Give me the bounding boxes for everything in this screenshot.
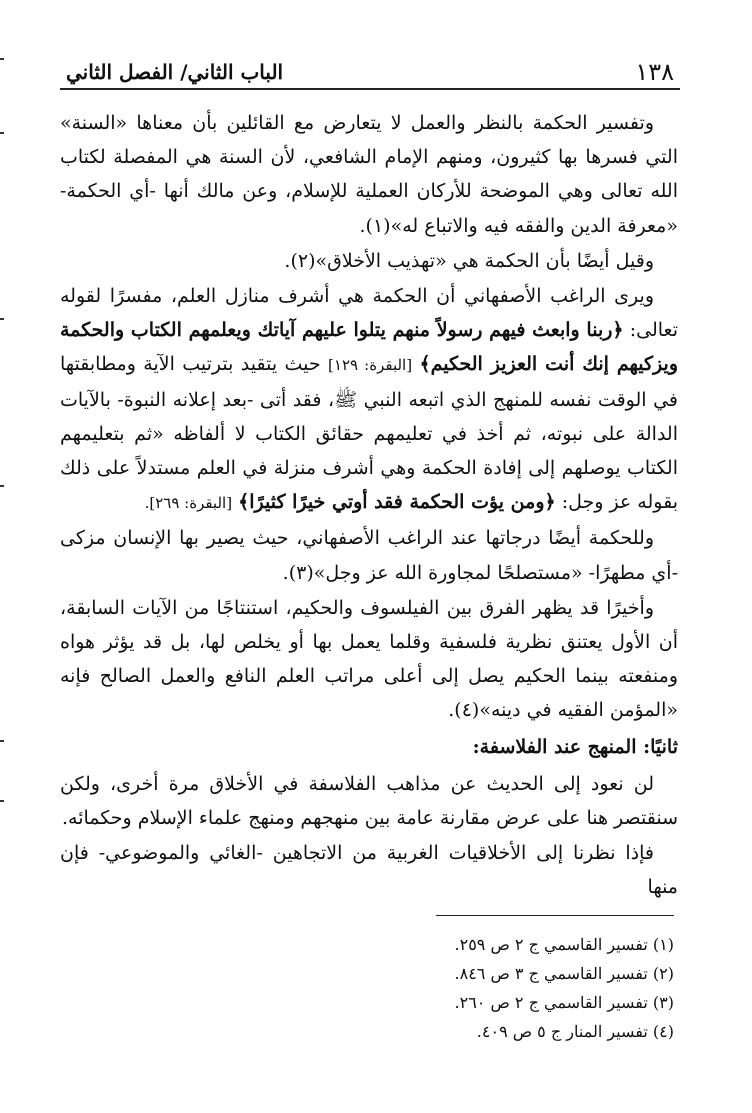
paragraph-4: وللحكمة أيضًا درجاتها عند الراغب الأصفهاني، حيث يصير بها الإنسان مزكى -أي مطهرًا- «مستصلحًا لمجاورة الله عز وجل»(٣). (60, 527, 678, 584)
footnote-3: (٣) تفسير القاسمي ج ٢ ص ٢٦٠. (454, 993, 674, 1012)
paragraph-3-rest: حيث يتقيد بترتيب الآية ومطابقتها في الوقت نفسه للمنهج الذي اتبعه النبي ﷺ، فقد أتى -بعد إعلانه النبوة- بالآيات الدالة على نبوته، ثم أخذ في تعليمهم حقائق الكتاب لا ألفاظه «ثم بتعليمهم الكتاب يوصلهم إلى إفادة الحكمة وهي أشرف منزلة في العلم مستدلاً على ذلك بقوله عز وجل: (60, 353, 678, 514)
scan-margin-mark (0, 740, 4, 742)
page-header (60, 56, 680, 90)
footnotes (274, 930, 674, 1046)
paragraph-3-intro: ويرى الراغب الأصفهاني أن الحكمة هي أشرف منازل العلم، مفسرًا لقوله تعالى: (60, 285, 678, 342)
scan-margin-mark (0, 318, 4, 320)
quran-reference-2: [البقرة: ٢٦٩]. (144, 494, 233, 513)
footnote-1: (١) تفسير القاسمي ج ٢ ص ٢٥٩. (454, 935, 674, 954)
footnote-rule (436, 915, 674, 916)
paragraph-7: فإذا نظرنا إلى الأخلاقيات الغربية من الاتجاهين -الغائي والموضوعي- فإن منها (60, 842, 678, 899)
paragraph-1: وتفسير الحكمة بالنظر والعمل لا يتعارض مع القائلين بأن معناها «السنة» التي فسرها بها كثيرون، ومنهم الإمام الشافعي، لأن السنة هي المفصلة لكتاب الله تعالى وهي الموضحة للأركان العملية للإسلام، وعن مالك أنها -أي الحكمة- «معرفة الدين والفقه فيه والاتباع له»(١). (60, 112, 678, 237)
scan-margin-mark (0, 58, 4, 60)
scan-margin-mark (0, 132, 4, 134)
quran-quote-1: ﴿ربنا وابعث فيهم رسولاً منهم يتلوا عليهم آياتك ويعلمهم الكتاب والحكمة ويزكيهم إنك أنت العزيز الحكيم﴾ (60, 319, 678, 376)
page-number: ١٣٨ (635, 58, 674, 86)
footnote-4: (٤) تفسير المنار ج ٥ ص ٤٠٩. (476, 1022, 674, 1041)
paragraph-3 (60, 279, 678, 520)
footnote-2: (٢) تفسير القاسمي ج ٣ ص ٨٤٦. (454, 964, 674, 983)
scan-margin-mark (0, 485, 4, 487)
quran-reference-1: [البقرة: ١٢٩] (328, 356, 413, 375)
running-title: الباب الثاني/ الفصل الثاني (66, 60, 284, 84)
paragraph-6: لن نعود إلى الحديث عن مذاهب الفلاسفة في الأخلاق مرة أخرى، ولكن سنقتصر هنا على عرض مقارنة عامة بين منهجهم ومنهج علماء الإسلام وحكمائه. (60, 772, 678, 830)
header-rule (60, 88, 680, 90)
section-heading: ثانيًا: المنهج عند الفلاسفة: (472, 735, 678, 758)
paragraph-2: وقيل أيضًا بأن الحكمة هي «تهذيب الأخلاق»(٢). (284, 249, 654, 272)
quran-quote-2: ﴿ومن يؤت الحكمة فقد أوتي خيرًا كثيرًا﴾ (238, 491, 556, 514)
scan-margin-mark (0, 800, 4, 802)
paragraph-5: وأخيرًا قد يظهر الفرق بين الفيلسوف والحكيم، استنتاجًا من الآيات السابقة، أن الأول يعتنق نظرية فلسفية وقلما يعمل بها أو يخلص لها، بل قد يؤثر هواه ومنفعته بينما الحكيم يصل إلى أعلى مراتب العلم النافع والعمل الصالح فإنه «المؤمن الفقيه في دينه»(٤). (60, 596, 678, 722)
body-text (60, 106, 678, 906)
